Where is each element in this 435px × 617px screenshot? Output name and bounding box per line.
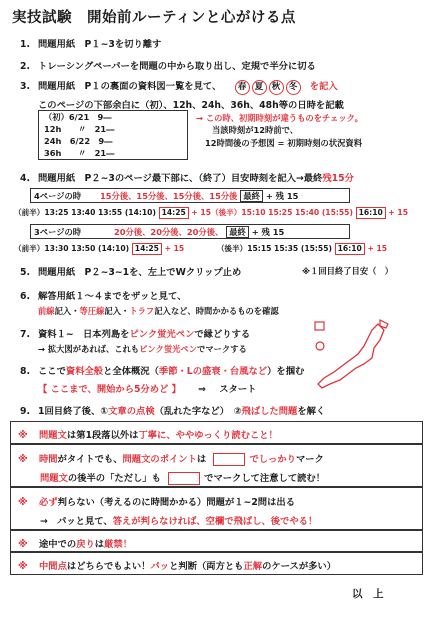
note-2-a: 時間 xyxy=(38,454,58,465)
hokkaido-outline xyxy=(380,320,388,328)
item-9-number: 9. xyxy=(20,406,31,417)
page4-times-second: + 15（後半）15:10 15:25 15:40 (15:55) xyxy=(191,208,353,217)
note-2-h: の後半の「ただし」も xyxy=(67,473,161,484)
item-6-front: 前線 xyxy=(38,306,55,316)
page4-plus: + 15 xyxy=(388,208,408,217)
note-5-c: パッ xyxy=(150,561,170,572)
note-5-e: 正解 xyxy=(243,561,263,572)
note-2-line2 xyxy=(40,470,325,485)
item-2-text: トレーシングペーパーを問題の中から取り出し、定規で半分に切る xyxy=(38,61,316,72)
item-6-text-c: 記入など、時間かかるものを確認 xyxy=(154,306,279,316)
note-3-line2 xyxy=(40,513,317,527)
note-4 xyxy=(18,536,132,550)
season-autumn: 秋 xyxy=(269,80,284,95)
item-8 xyxy=(20,363,304,377)
item-7-line2-b: でマークする xyxy=(197,344,247,354)
note-5-d: と判断（両方とも xyxy=(169,561,244,572)
item-6-text-b: 記入・ xyxy=(104,306,130,316)
note-3-c: が１~2問は出る xyxy=(224,497,295,508)
page4-plan xyxy=(34,190,298,202)
item-8-text-a: ここで xyxy=(38,366,66,377)
note-2-i: でマークして注意して読む！ xyxy=(204,473,326,484)
item-8-season: 季節・Lの盛衰・台風など xyxy=(158,366,268,377)
item-7-line2-a: → 拡大図があれば、これも xyxy=(38,344,140,354)
japan-outline xyxy=(318,324,384,388)
note-1-b: は第1段落以外は xyxy=(66,430,139,441)
item-6-text: 解答用紙１～４までをザッと見て、 xyxy=(38,291,187,302)
item-3-text: 問題用紙 P１の裏面の資料図一覧を見て、 xyxy=(38,81,222,92)
item-5-number: 5. xyxy=(20,267,31,278)
note-mark: ※ xyxy=(18,561,28,572)
item-9 xyxy=(20,403,325,417)
note-2-c: 問題文のポイント xyxy=(122,454,197,465)
item-8-5min: 【 ここまで、開始から5分めど 】 xyxy=(38,384,181,395)
note-2-red-box-2 xyxy=(168,472,200,485)
item-3-number: 3. xyxy=(20,81,31,92)
note-4-a: 途中での xyxy=(38,539,77,550)
datetime-row: （初）6/21 9― xyxy=(44,112,112,122)
item-5 xyxy=(20,264,241,278)
item-7-number: 7. xyxy=(20,329,31,340)
season-winter: 冬 xyxy=(286,80,301,95)
note-4-c: は xyxy=(94,539,105,550)
item-9-check: 文章の点検 xyxy=(108,406,155,417)
item-6-text-a: 記入・ xyxy=(54,306,80,316)
item-6 xyxy=(20,288,186,302)
note-3-d: → パッと見て、 xyxy=(40,516,113,527)
datetime-row: 24h 6/22 9― xyxy=(44,136,113,146)
enlarged-area-box xyxy=(315,322,324,330)
page4-label: 4ページの時 xyxy=(34,191,82,201)
page3-times-second: （後半）15:15 15:35 (15:55) xyxy=(216,244,332,253)
item-1-number: 1. xyxy=(20,39,31,50)
item-8-start: スタート xyxy=(219,384,257,395)
marker-circle xyxy=(316,342,324,350)
item-8-line2 xyxy=(38,381,256,395)
note-4-b: 戻り xyxy=(76,539,95,550)
item-9-text-c: を解く xyxy=(297,406,326,417)
item-6-trough: トラフ xyxy=(129,306,155,316)
datetime-row: 12h 〃 21― xyxy=(44,124,115,134)
season-spring: 春 xyxy=(235,80,250,95)
page3-times-first: （前半）13:30 13:50 (14:10) xyxy=(14,244,130,253)
item-8-number: 8. xyxy=(20,366,31,377)
note-2-d: は xyxy=(196,454,207,465)
note-1-a: 問題文 xyxy=(38,430,67,441)
item-1 xyxy=(20,36,161,50)
note-mark: ※ xyxy=(18,430,28,441)
item-8-all-data: 資料全般 xyxy=(65,366,104,377)
note-5-a: 中間点 xyxy=(38,561,67,572)
item-9-skipped: 飛ばした問題 xyxy=(241,406,298,417)
item-1-text: 問題用紙 P１~3を切り離す xyxy=(38,39,162,50)
note-mark: ※ xyxy=(18,454,28,465)
page3-plan xyxy=(34,226,284,238)
note-mark: ※ xyxy=(18,539,28,550)
item-7-text-a: 資料１~ 日本列島を xyxy=(38,329,130,340)
page4-intervals: 15分後、15分後、15分後、15分後 xyxy=(99,191,238,201)
note-3-f: 後でやる！ xyxy=(270,516,318,527)
item-5-text: 問題用紙 P２~3~1を、左上でWクリップ止め xyxy=(38,267,242,278)
note-5-b: はどちらでもよい！ xyxy=(66,561,151,572)
item-3 xyxy=(20,78,338,95)
page3-final: 最終 xyxy=(226,226,249,238)
page3-intervals: 20分後、20分後、20分後、 xyxy=(113,227,224,237)
item-7 xyxy=(20,326,250,340)
item-4-number: 4. xyxy=(20,173,31,184)
page3-rest: + 残 15 xyxy=(251,227,285,237)
item-3-note2: 当該時刻が12時前で、 xyxy=(212,125,299,135)
item-3-suffix: を記入 xyxy=(309,81,338,92)
page3-plus-1: + 15 xyxy=(164,244,185,253)
page4-times xyxy=(14,207,408,219)
season-summer: 夏 xyxy=(252,80,267,95)
page3-time-box-1: 14:25 xyxy=(132,243,162,255)
note-2-red-box xyxy=(213,453,245,466)
page4-times-first: （前半）13:25 13:40 13:55 (14:10) xyxy=(14,208,156,217)
note-1-d: 読むこと！ xyxy=(231,430,278,441)
japan-map-outline-icon xyxy=(300,318,395,393)
page4-final: 最終 xyxy=(240,190,263,202)
note-mark: ※ xyxy=(18,497,28,508)
page3-label: 3ページの時 xyxy=(34,227,82,237)
item-6-number: 6. xyxy=(20,291,31,302)
item-4-text: 問題用紙 P２~3のページ最下部に、（終了）目安時刻を記入→最終 xyxy=(38,173,323,184)
note-3-a: 必ず xyxy=(38,497,58,508)
page3-times xyxy=(14,243,387,255)
page4-rest: + 残 15 xyxy=(265,191,299,201)
note-5 xyxy=(18,558,336,572)
datetime-row: 36h 〃 21― xyxy=(44,148,115,158)
item-5-right: ※１回目終了目安（ ） xyxy=(302,266,394,276)
note-3-e: 答えが判らなければ、空欄で飛ばし、 xyxy=(112,516,271,527)
item-7-pen: ピンク蛍光ペン xyxy=(129,329,195,340)
footer-end: 以 上 xyxy=(352,588,384,600)
page3-time-box-2: 16:10 xyxy=(335,243,365,255)
item-4 xyxy=(20,170,354,184)
note-2-f: マーク xyxy=(295,454,324,465)
note-1-c: 丁寧に、ややゆっくり xyxy=(138,430,232,441)
item-2 xyxy=(20,58,316,72)
item-8-arrow: ⇒ xyxy=(198,384,206,395)
item-7-text-b: で縁どりする xyxy=(194,329,251,340)
item-4-text-red: 残15分 xyxy=(322,173,354,184)
note-4-d: 厳禁！ xyxy=(104,539,133,550)
page4-time-box-2: 16:10 xyxy=(356,207,386,219)
page-title: 実技試験 開始前ルーティンと心がける点 xyxy=(12,10,296,26)
item-6-line2 xyxy=(38,305,279,317)
page4-time-box-1: 14:25 xyxy=(159,207,189,219)
item-7-line2-pen: ピンク蛍光ペン xyxy=(139,344,198,354)
item-6-isobar: 等圧線 xyxy=(79,306,105,316)
item-8-text-c: ）を掴む xyxy=(267,366,305,377)
note-1 xyxy=(18,427,278,441)
item-9-text-a: 1回目終了後、① xyxy=(38,406,109,417)
season-circles xyxy=(235,81,303,92)
note-5-f: のケースが多い） xyxy=(262,561,337,572)
page3-plus-2: + 15 xyxy=(367,244,388,253)
item-3-note3: 12時間後の予想図 = 初期時刻の状況資料 xyxy=(205,138,363,148)
datetime-rows xyxy=(44,111,114,159)
item-2-number: 2. xyxy=(20,61,31,72)
note-2-e: でしっかり xyxy=(249,454,296,465)
item-3-arrow-note: → この時、初期時刻が違うものをチェック。 xyxy=(196,113,363,123)
item-3-line2: このページの下部余白に（初）、12h、24h、36h、48h等の日時を記載 xyxy=(38,100,344,111)
note-2-line1 xyxy=(18,451,324,466)
item-7-line2 xyxy=(38,343,247,355)
note-3-line1 xyxy=(18,494,295,508)
item-8-text-b: と全体概況（ xyxy=(103,366,159,377)
note-2-b: がタイトでも、 xyxy=(57,454,123,465)
note-3-b: 判らない（考えるのに時間かかる）問題 xyxy=(57,497,225,508)
item-9-text-b: （乱れた字など） ② xyxy=(154,406,242,417)
note-2-g: 問題文 xyxy=(40,473,68,484)
